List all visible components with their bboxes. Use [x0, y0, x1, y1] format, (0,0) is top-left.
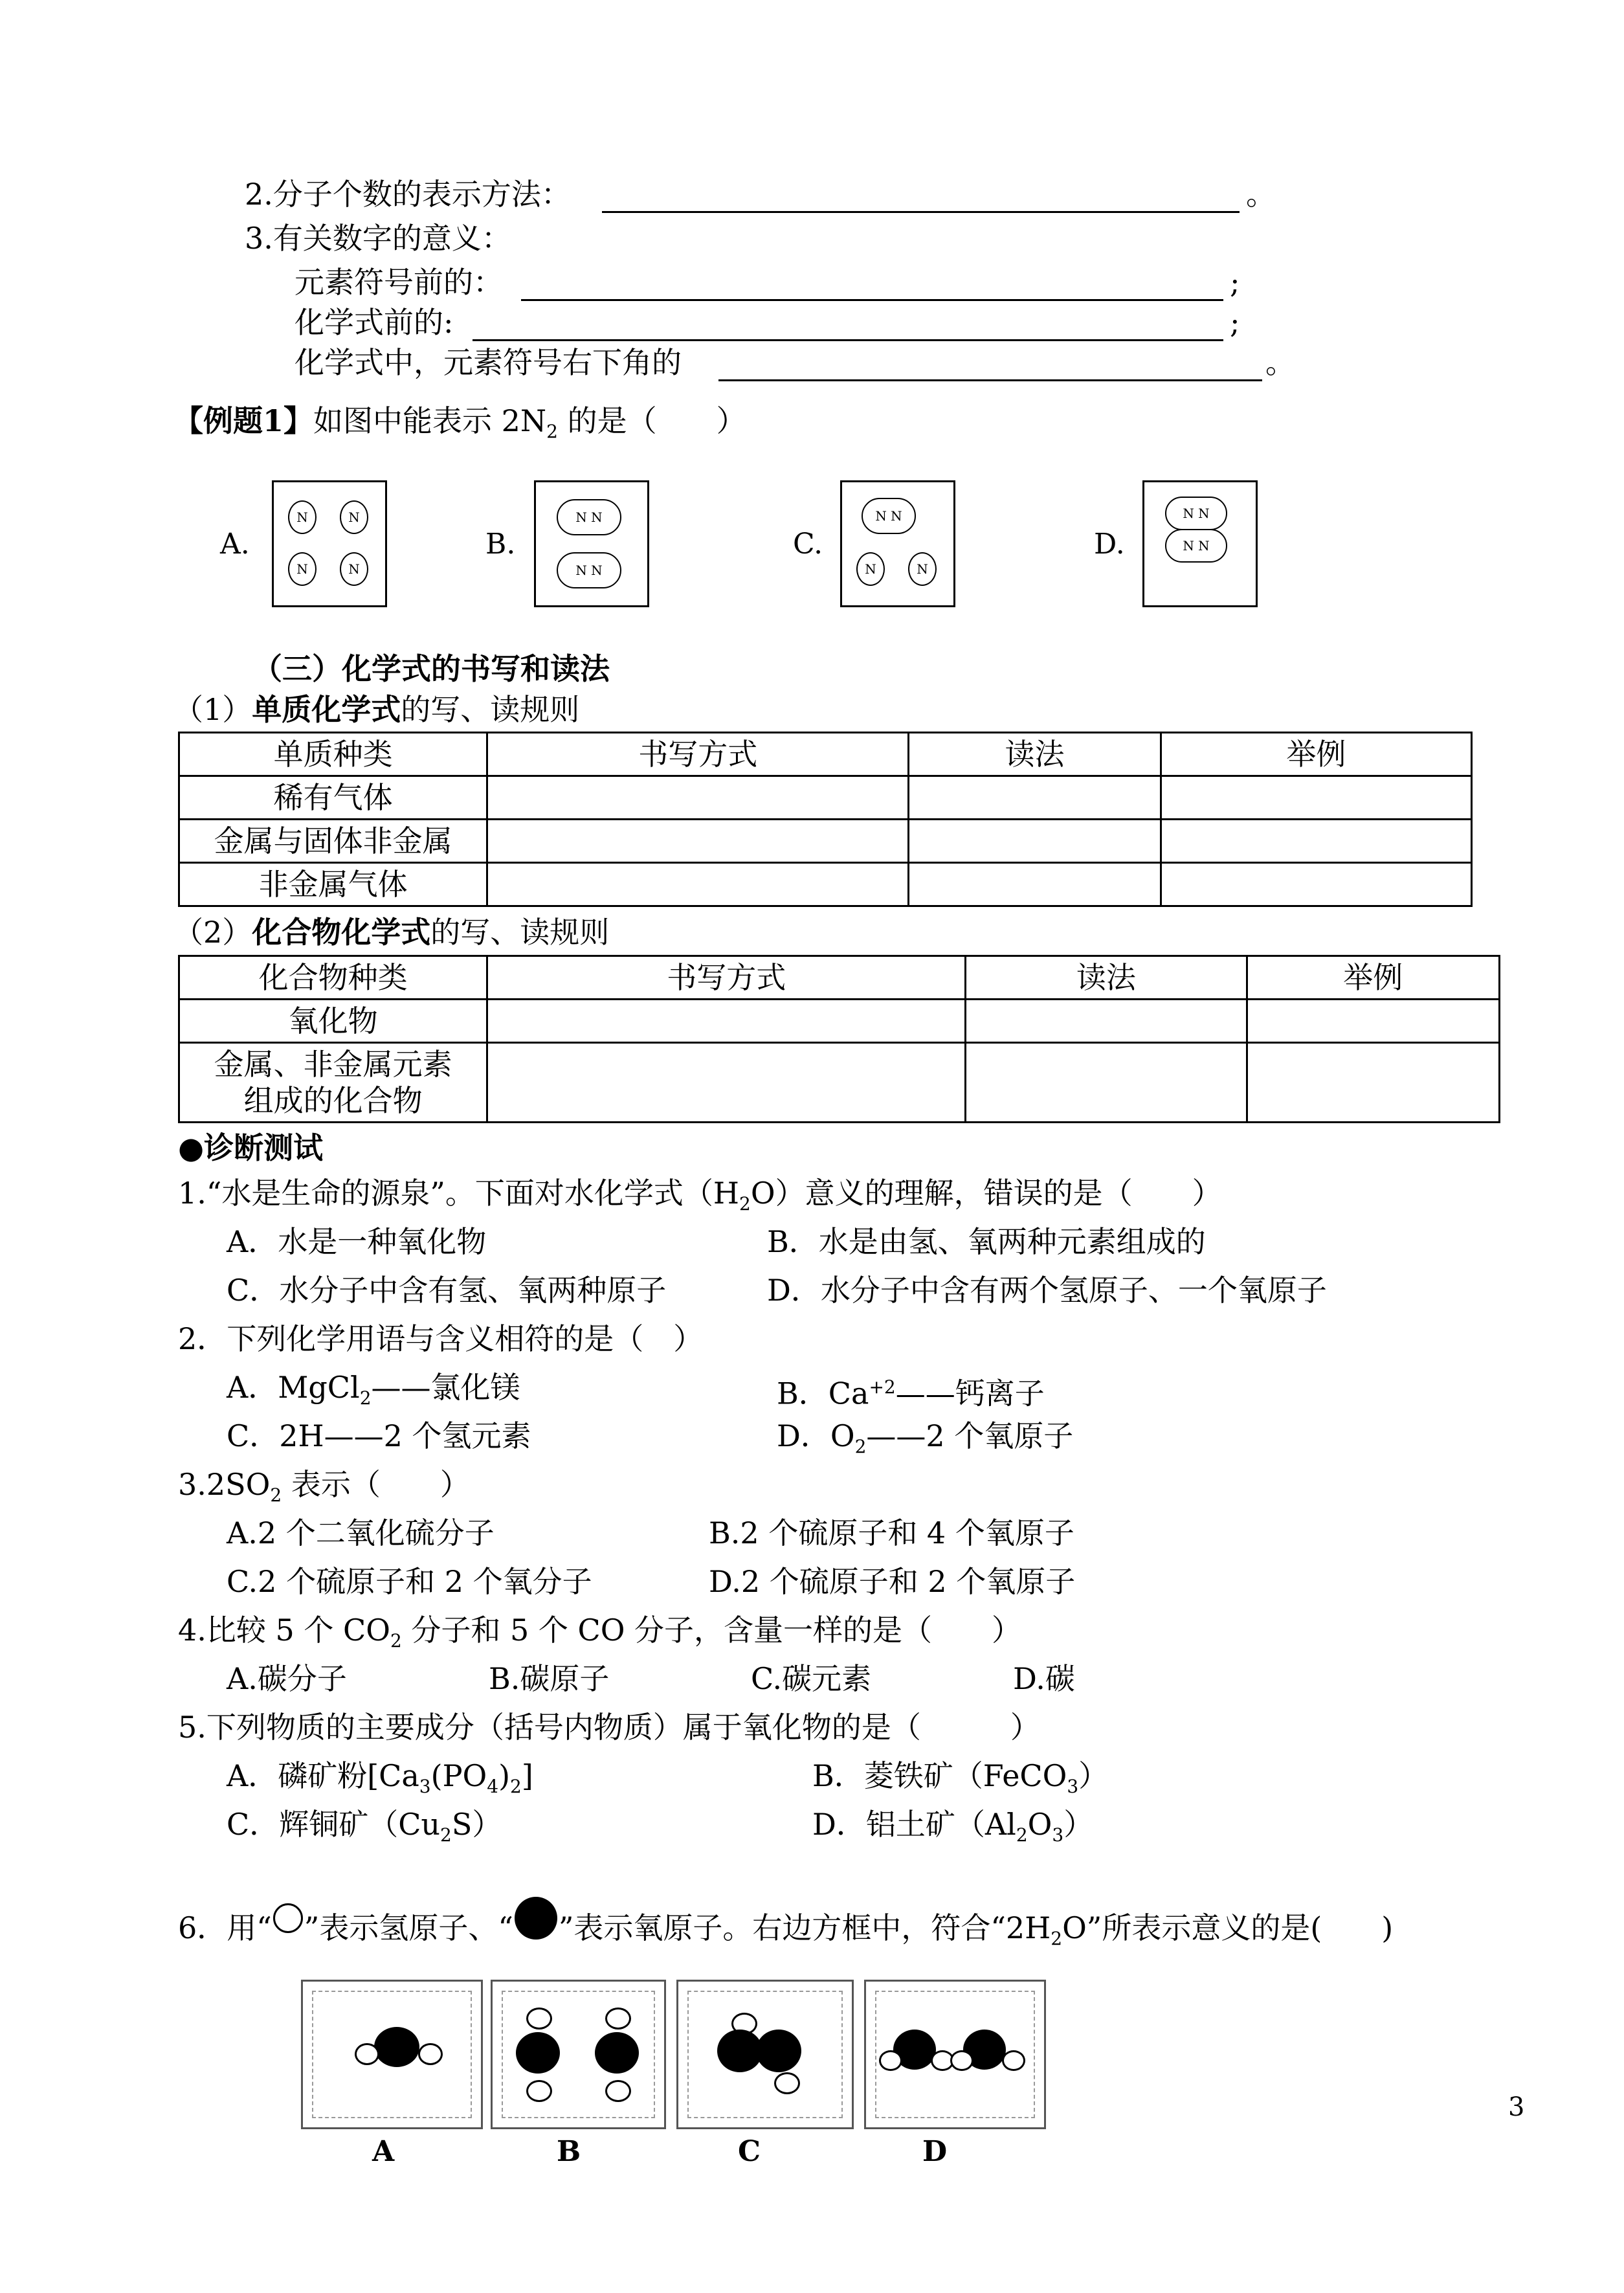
section3-p1: （1）单质化学式的写、读规则	[173, 692, 580, 727]
hydrogen-atom-icon	[526, 2080, 552, 2102]
table1-header: 读法	[909, 733, 1161, 776]
item3-text: 3.有关数字的意义：	[245, 221, 511, 256]
q1-option-b[interactable]: B．水是由氢、氧两种元素组成的	[767, 1224, 1206, 1259]
q3-option-d[interactable]: D.2 个硫原子和 2 个氧原子	[709, 1564, 1076, 1599]
example-option-b-box[interactable]	[534, 480, 649, 607]
table1-header: 书写方式	[487, 733, 909, 776]
example-option-b-label: B.	[485, 528, 516, 561]
hydrogen-atom-icon	[605, 2008, 631, 2030]
hydrogen-atom-icon	[774, 2072, 800, 2094]
example-question: 【例题1】如图中能表示 $2N_2$ 的是（ ）	[173, 403, 746, 443]
item2-end: 。	[1246, 177, 1276, 212]
q5-text: 5.下列物质的主要成分（括号内物质）属于氧化物的是（ ）	[178, 1710, 1040, 1745]
table2-cell[interactable]	[487, 1043, 966, 1123]
elemental-formula-table	[178, 732, 1473, 907]
table1-cell[interactable]	[909, 863, 1161, 906]
item3c-end: 。	[1265, 345, 1295, 380]
example-option-a-label: A.	[220, 528, 250, 561]
table2-cell[interactable]	[966, 1043, 1247, 1123]
table2-header: 书写方式	[487, 956, 966, 1000]
q4-option-d[interactable]: D.碳	[1013, 1661, 1075, 1696]
q1-option-c[interactable]: C．水分子中含有氢、氧两种原子	[227, 1273, 667, 1308]
diagnostic-title: ●诊断测试	[178, 1130, 324, 1165]
item3b-end: ;	[1230, 305, 1240, 340]
example-option-c-box[interactable]	[840, 480, 955, 607]
q3-option-a[interactable]: A.2 个二氧化硫分子	[227, 1516, 495, 1550]
table2-cell[interactable]	[487, 1000, 966, 1043]
q6-option-b-box[interactable]	[491, 1980, 666, 2129]
q1-option-a[interactable]: A．水是一种氧化物	[227, 1224, 487, 1259]
table2-header: 化合物种类	[179, 956, 487, 1000]
table1-header: 单质种类	[179, 733, 487, 776]
oxygen-atom-icon	[756, 2030, 801, 2072]
table2-header: 举例	[1247, 956, 1499, 1000]
table1-cell[interactable]	[909, 776, 1161, 820]
n2-molecule: N N	[862, 498, 916, 534]
oxygen-atom-icon	[374, 2027, 419, 2067]
table1-cell[interactable]	[1161, 820, 1471, 863]
n-atom: N	[288, 500, 317, 534]
n-atom: N	[908, 552, 937, 586]
table2-cell[interactable]	[966, 1000, 1247, 1043]
item3b-blank[interactable]	[473, 339, 1223, 341]
item3a-end: ;	[1230, 265, 1240, 300]
table2-header: 读法	[966, 956, 1247, 1000]
q5-option-b[interactable]: B．菱铁矿（FeCO$_3$）	[812, 1758, 1109, 1798]
table1-header: 举例	[1161, 733, 1471, 776]
n-atom: N	[856, 552, 885, 586]
hydrogen-atom-icon	[355, 2043, 379, 2065]
item3b-text: 化学式前的:	[295, 305, 454, 340]
item3c-blank[interactable]	[718, 379, 1262, 381]
q4-option-c[interactable]: C.碳元素	[751, 1661, 872, 1696]
n2-molecule: N N	[1165, 529, 1227, 563]
n2-molecule: N N	[557, 552, 621, 588]
q3-text: $3.2SO_2$ 表示（ ）	[178, 1467, 470, 1506]
table2-row-label: 金属、非金属元素 组成的化合物	[179, 1043, 487, 1123]
n2-molecule: N N	[1165, 497, 1227, 530]
hydrogen-atom-icon	[950, 2050, 973, 2071]
q5-option-d[interactable]: D．铝土矿$(Al_2O_3)$	[812, 1807, 1094, 1846]
table1-cell[interactable]	[487, 863, 909, 906]
table1-cell[interactable]	[1161, 776, 1471, 820]
q5-option-a[interactable]: A．磷矿粉$[Ca_3(PO_4)_2]$	[227, 1758, 533, 1798]
oxygen-atom-icon	[515, 1897, 557, 1940]
q6-option-a-box[interactable]	[301, 1980, 483, 2129]
example-option-a-box[interactable]	[272, 480, 387, 607]
q4-option-b[interactable]: B.碳原子	[489, 1661, 610, 1696]
table1-cell[interactable]	[1161, 863, 1471, 906]
example-option-c-label: C.	[793, 528, 823, 561]
section3-title: （三）化学式的书写和读法	[252, 651, 610, 686]
n2-molecule: N N	[557, 499, 621, 535]
q5-option-c[interactable]: C．辉铜矿$(Cu_2S)$	[227, 1807, 502, 1846]
hydrogen-atom-icon	[418, 2043, 443, 2065]
item2-blank[interactable]	[602, 211, 1240, 213]
page-number: 3	[1508, 2092, 1525, 2122]
q2-option-d[interactable]: D．$O_2——2$ 个氧原子	[777, 1418, 1074, 1458]
table2-row-label: 氧化物	[179, 1000, 487, 1043]
q3-option-c[interactable]: C.2 个硫原子和 2 个氧分子	[227, 1564, 592, 1599]
q6-label-c: C	[738, 2135, 761, 2168]
hydrogen-atom-icon	[526, 2008, 552, 2030]
q4-text: 4.比较 5 个 $CO_2$ 分子和 5 个 CO 分子，含量一样的是（ ）	[178, 1613, 1022, 1652]
q4-option-a[interactable]: A.碳分子	[227, 1661, 347, 1696]
q1-text: 1.“水是生命的源泉”。下面对水化学式$(H_2O)$意义的理解，错误的是（ ）	[178, 1176, 1222, 1215]
q6-option-d-box[interactable]	[864, 1980, 1046, 2129]
q2-text: 2．下列化学用语与含义相符的是（ ）	[178, 1321, 704, 1356]
table1-row-label: 金属与固体非金属	[179, 820, 487, 863]
q6-label-a: A	[372, 2135, 395, 2168]
item2-text: 2.分子个数的表示方法：	[245, 177, 571, 212]
item3c-text: 化学式中，元素符号右下角的	[295, 345, 682, 380]
oxygen-atom-icon	[516, 2032, 560, 2074]
q6-label-b: B	[557, 2135, 581, 2168]
table2-cell[interactable]	[1247, 1043, 1499, 1123]
n-atom: N	[340, 500, 368, 534]
example-option-d-label: D.	[1094, 528, 1125, 561]
q2-option-a[interactable]: A．MgCl$_2$——氯化镁	[227, 1370, 520, 1409]
n-atom: N	[340, 552, 368, 586]
example-option-d-box[interactable]	[1142, 480, 1258, 607]
q3-option-b[interactable]: B.2 个硫原子和 4 个氧原子	[709, 1516, 1074, 1550]
table1-cell[interactable]	[487, 820, 909, 863]
table2-cell[interactable]	[1247, 1000, 1499, 1043]
q6-text: 6．用“ ”表示氢原子、“ ”表示氧原子。右边方框中，符合“$2H_2O$”所表示意义的是( )	[178, 1897, 1393, 1957]
hydrogen-atom-icon	[273, 1903, 303, 1933]
hydrogen-atom-icon	[1002, 2050, 1025, 2071]
q6-label-d: D	[922, 2135, 948, 2168]
q1-option-d[interactable]: D．水分子中含有两个氢原子、一个氧原子	[767, 1273, 1327, 1308]
table1-row-label: 稀有气体	[179, 776, 487, 820]
oxygen-atom-icon	[595, 2032, 639, 2074]
hydrogen-atom-icon	[879, 2050, 902, 2071]
compound-formula-table	[178, 955, 1500, 1123]
q6-option-c-box[interactable]	[676, 1980, 854, 2129]
q2-option-b[interactable]: B．$Ca^{+2}——$钙离子	[777, 1376, 1045, 1411]
hydrogen-atom-icon	[605, 2080, 631, 2102]
table1-cell[interactable]	[909, 820, 1161, 863]
item3a-text: 元素符号前的：	[295, 265, 503, 300]
table1-cell[interactable]	[487, 776, 909, 820]
item3a-blank[interactable]	[521, 299, 1223, 301]
table1-row-label: 非金属气体	[179, 863, 487, 906]
section3-p2: （2）化合物化学式的写、读规则	[173, 915, 610, 950]
q2-option-c[interactable]: C．2H——2 个氢元素	[227, 1418, 531, 1453]
n-atom: N	[288, 552, 317, 586]
